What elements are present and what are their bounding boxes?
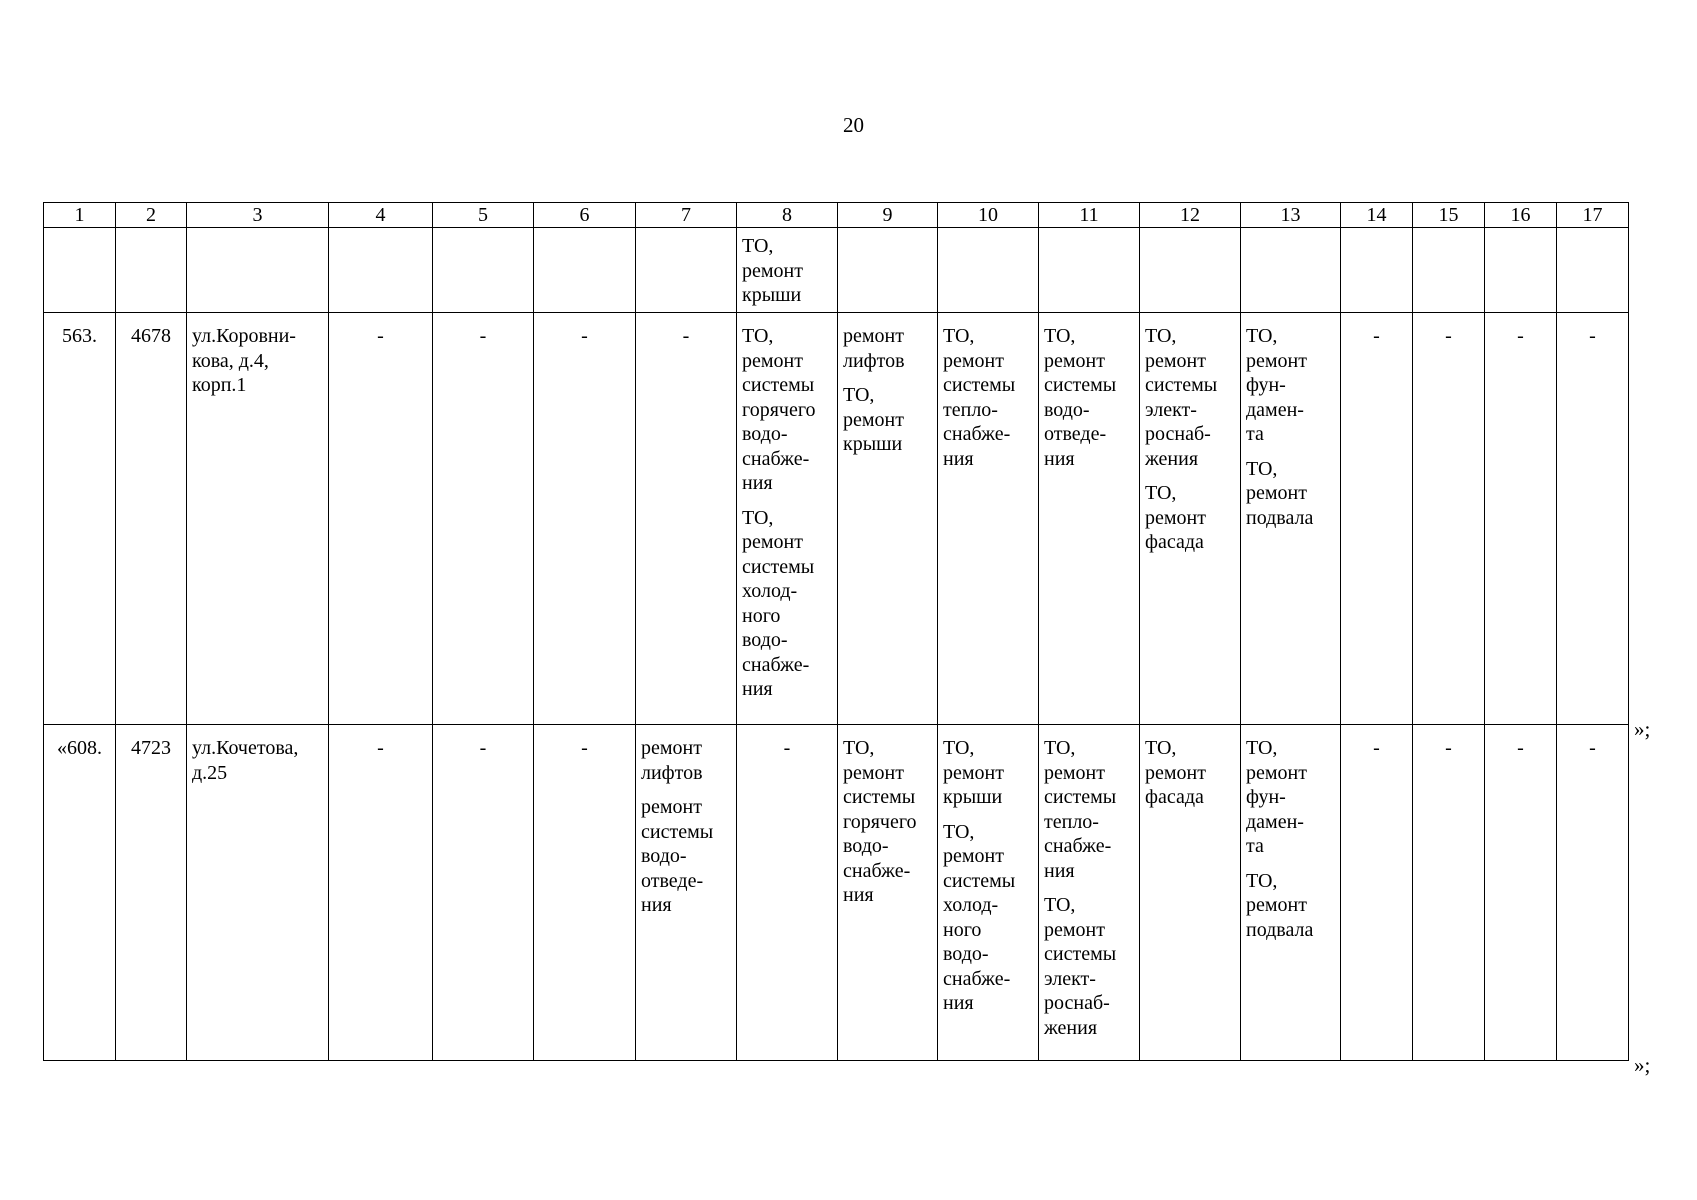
cell-col-4: -	[329, 313, 433, 725]
object-code: 4678	[116, 313, 187, 725]
cell-col-17: -	[1557, 313, 1629, 725]
column-header-17: 17	[1557, 203, 1629, 228]
work-item: ТО, ремонт системы горячего водо- снабже- ния	[843, 737, 917, 906]
cell-col-10	[938, 228, 1039, 313]
cell-col-12	[1140, 725, 1241, 1061]
work-item: ТО, ремонт подвала	[1246, 457, 1314, 529]
header-row	[44, 203, 1629, 228]
cell-col-8	[737, 228, 838, 313]
cell-col-15: -	[1413, 725, 1485, 1061]
column-header-9: 9	[838, 203, 938, 228]
cell-col-16	[1485, 228, 1557, 313]
work-item: ТО, ремонт системы холод- ного водо- снабже- ния	[943, 820, 1016, 1014]
column-header-4: 4	[329, 203, 433, 228]
table-row	[44, 313, 1629, 725]
cell-col-16: -	[1485, 725, 1557, 1061]
cell-col-6	[534, 228, 636, 313]
cell-col-9	[838, 313, 938, 725]
column-header-10: 10	[938, 203, 1039, 228]
column-header-11: 11	[1039, 203, 1140, 228]
cell-col-16: -	[1485, 313, 1557, 725]
row-number	[44, 228, 116, 313]
cell-col-6: -	[534, 313, 636, 725]
row-end-quote: »;	[1634, 717, 1651, 741]
column-header-14: 14	[1341, 203, 1413, 228]
work-item: ТО, ремонт системы тепло- снабже- ния	[943, 325, 1016, 470]
column-header-8: 8	[737, 203, 838, 228]
cell-col-9	[838, 725, 938, 1061]
work-item: ТО, ремонт фасада	[1145, 737, 1206, 808]
work-item: ТО, ремонт системы элект- роснаб- жения	[1044, 894, 1117, 1039]
data-table	[43, 202, 1629, 1061]
work-item: ТО, ремонт фасада	[1145, 482, 1206, 553]
column-header-3: 3	[187, 203, 329, 228]
row-number: «608.	[44, 725, 116, 1061]
cell-col-10	[938, 725, 1039, 1061]
cell-col-17	[1557, 228, 1629, 313]
column-header-2: 2	[116, 203, 187, 228]
cell-col-11	[1039, 228, 1140, 313]
cell-col-8: -	[737, 725, 838, 1061]
address-cell	[187, 228, 329, 313]
column-header-5: 5	[433, 203, 534, 228]
address-cell: ул.Коровни- кова, д.4, корп.1	[187, 313, 329, 725]
cell-col-12	[1140, 313, 1241, 725]
table-row	[44, 228, 1629, 313]
row-end-quote: »;	[1634, 1053, 1651, 1077]
column-header-15: 15	[1413, 203, 1485, 228]
column-header-16: 16	[1485, 203, 1557, 228]
table-body	[44, 203, 1629, 1061]
cell-col-14: -	[1341, 725, 1413, 1061]
cell-col-11	[1039, 725, 1140, 1061]
column-header-1: 1	[44, 203, 116, 228]
cell-col-7	[636, 228, 737, 313]
cell-col-6: -	[534, 725, 636, 1061]
cell-col-13	[1241, 313, 1341, 725]
cell-col-10	[938, 313, 1039, 725]
table-row	[44, 725, 1629, 1061]
work-item: ТО, ремонт системы элект- роснаб- жения	[1145, 325, 1218, 470]
work-item: ТО, ремонт крыши	[742, 235, 803, 306]
work-item: ремонт лифтов	[641, 737, 703, 784]
work-item: ТО, ремонт крыши	[843, 384, 904, 455]
work-item: ТО, ремонт фун- дамен- та	[1246, 325, 1307, 445]
cell-col-4: -	[329, 725, 433, 1061]
cell-col-4	[329, 228, 433, 313]
cell-col-15: -	[1413, 313, 1485, 725]
cell-col-17: -	[1557, 725, 1629, 1061]
work-item: ТО, ремонт подвала	[1246, 869, 1314, 941]
cell-col-15	[1413, 228, 1485, 313]
cell-col-7: -	[636, 313, 737, 725]
cell-col-5	[433, 228, 534, 313]
object-code: 4723	[116, 725, 187, 1061]
column-header-6: 6	[534, 203, 636, 228]
column-header-7: 7	[636, 203, 737, 228]
work-item: ремонт лифтов	[843, 325, 905, 372]
cell-col-5: -	[433, 725, 534, 1061]
page-number: 20	[843, 113, 864, 137]
cell-col-13	[1241, 725, 1341, 1061]
column-header-12: 12	[1140, 203, 1241, 228]
cell-col-12	[1140, 228, 1241, 313]
row-number: 563.	[44, 313, 116, 725]
address-cell: ул.Кочетова, д.25	[187, 725, 329, 1061]
work-item: ТО, ремонт системы холод- ного водо- снабже- ния	[742, 506, 815, 700]
cell-col-13	[1241, 228, 1341, 313]
cell-col-9	[838, 228, 938, 313]
cell-col-14: -	[1341, 313, 1413, 725]
work-item: ТО, ремонт системы тепло- снабже- ния	[1044, 737, 1117, 882]
cell-col-7	[636, 725, 737, 1061]
work-item: ТО, ремонт фун- дамен- та	[1246, 737, 1307, 857]
cell-col-14	[1341, 228, 1413, 313]
cell-col-8	[737, 313, 838, 725]
work-item: ТО, ремонт системы горячего водо- снабже- ния	[742, 325, 816, 494]
work-item: ТО, ремонт крыши	[943, 737, 1004, 808]
object-code	[116, 228, 187, 313]
work-item: ТО, ремонт системы водо- отведе- ния	[1044, 325, 1117, 470]
cell-col-5: -	[433, 313, 534, 725]
work-item: ремонт системы водо- отведе- ния	[641, 796, 714, 916]
column-header-13: 13	[1241, 203, 1341, 228]
cell-col-11	[1039, 313, 1140, 725]
